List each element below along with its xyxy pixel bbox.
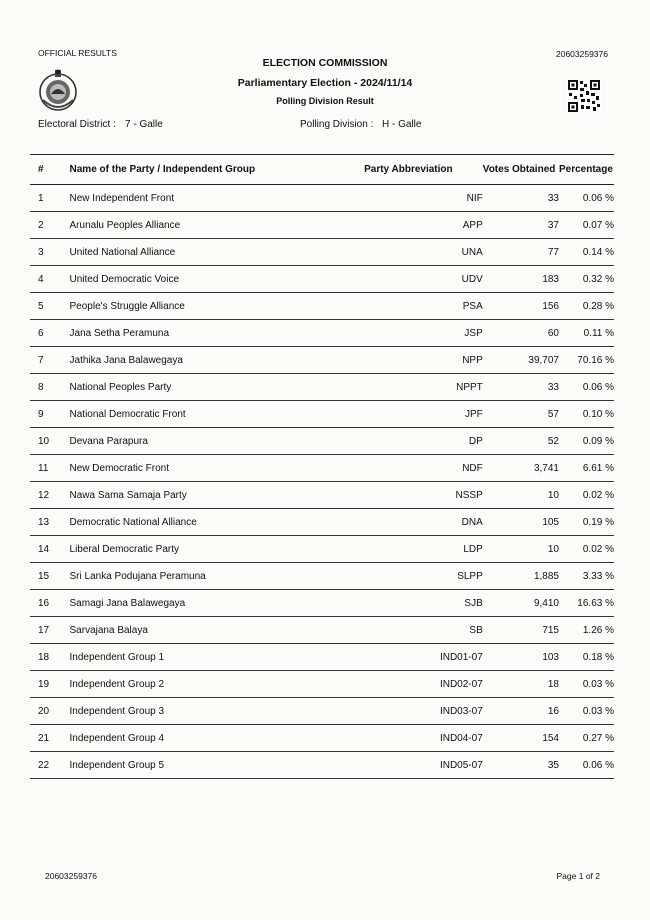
party-abbreviation: APP (364, 212, 483, 239)
party-abbreviation: UDV (364, 266, 483, 293)
doc-number-top: 20603259376 (555, 49, 608, 59)
votes-obtained: 35 (483, 752, 559, 779)
party-abbreviation: JSP (364, 320, 483, 347)
table-row (30, 185, 614, 212)
votes-obtained: 18 (483, 671, 559, 698)
party-abbreviation: IND01-07 (364, 644, 483, 671)
row-number: 22 (30, 752, 70, 779)
row-number: 20 (30, 698, 70, 725)
table-row (30, 509, 614, 536)
percentage: 0.03 % (559, 671, 614, 698)
table-row (30, 239, 614, 266)
party-name: Liberal Democratic Party (70, 536, 365, 563)
row-number: 12 (30, 482, 70, 509)
percentage: 3.33 % (559, 563, 614, 590)
votes-obtained: 103 (483, 644, 559, 671)
percentage: 1.26 % (559, 617, 614, 644)
row-number: 7 (30, 347, 70, 374)
party-name: United National Alliance (70, 239, 365, 266)
party-abbreviation: IND03-07 (364, 698, 483, 725)
votes-obtained: 39,707 (483, 347, 559, 374)
party-abbreviation: SB (364, 617, 483, 644)
party-name: Devana Parapura (70, 428, 365, 455)
party-name: Nawa Sama Samaja Party (70, 482, 365, 509)
votes-obtained: 715 (483, 617, 559, 644)
percentage: 0.06 % (559, 374, 614, 401)
table-row (30, 590, 614, 617)
party-name: Independent Group 3 (70, 698, 365, 725)
party-name: Sri Lanka Podujana Peramuna (70, 563, 365, 590)
votes-obtained: 52 (483, 428, 559, 455)
division-label: Polling Division : (300, 119, 374, 130)
row-number: 13 (30, 509, 70, 536)
votes-obtained: 3,741 (483, 455, 559, 482)
row-number: 15 (30, 563, 70, 590)
col-header-name: Name of the Party / Independent Group (70, 155, 365, 185)
result-type: Polling Division Result (276, 96, 374, 106)
commission-title: ELECTION COMMISSION (262, 57, 388, 69)
party-abbreviation: SLPP (364, 563, 483, 590)
col-header-percentage: Percentage (559, 155, 614, 185)
table-row (30, 374, 614, 401)
percentage: 0.06 % (559, 185, 614, 212)
table-row (30, 644, 614, 671)
party-name: United Democratic Voice (70, 266, 365, 293)
table-row (30, 725, 614, 752)
election-title: Parliamentary Election - 2024/11/14 (237, 77, 413, 89)
row-number: 5 (30, 293, 70, 320)
table-header-row (30, 155, 614, 185)
party-abbreviation: NIF (364, 185, 483, 212)
votes-obtained: 57 (483, 401, 559, 428)
percentage: 0.18 % (559, 644, 614, 671)
row-number: 14 (30, 536, 70, 563)
table-row (30, 320, 614, 347)
col-header-abbreviation: Party Abbreviation (364, 155, 483, 185)
party-abbreviation: SJB (364, 590, 483, 617)
party-name: Jana Setha Peramuna (70, 320, 365, 347)
percentage: 0.32 % (559, 266, 614, 293)
row-number: 19 (30, 671, 70, 698)
party-name: People's Struggle Alliance (70, 293, 365, 320)
party-abbreviation: UNA (364, 239, 483, 266)
table-row (30, 752, 614, 779)
party-name: Independent Group 4 (70, 725, 365, 752)
col-header-votes: Votes Obtained (483, 155, 559, 185)
government-seal-icon (37, 68, 79, 112)
votes-obtained: 60 (483, 320, 559, 347)
doc-number-bottom: 20603259376 (45, 871, 98, 881)
party-name: Jathika Jana Balawegaya (70, 347, 365, 374)
row-number: 11 (30, 455, 70, 482)
table-row (30, 212, 614, 239)
party-name: New Democratic Front (70, 455, 365, 482)
table-row (30, 266, 614, 293)
party-abbreviation: DNA (364, 509, 483, 536)
party-abbreviation: IND02-07 (364, 671, 483, 698)
percentage: 0.27 % (559, 725, 614, 752)
results-table (30, 154, 614, 779)
party-name: New Independent Front (70, 185, 365, 212)
votes-obtained: 10 (483, 482, 559, 509)
percentage: 0.02 % (559, 482, 614, 509)
party-name: National Democratic Front (70, 401, 365, 428)
row-number: 10 (30, 428, 70, 455)
party-abbreviation: PSA (364, 293, 483, 320)
votes-obtained: 37 (483, 212, 559, 239)
page-number: Page 1 of 2 (556, 871, 600, 881)
party-abbreviation: NDF (364, 455, 483, 482)
row-number: 2 (30, 212, 70, 239)
table-row (30, 536, 614, 563)
party-name: Democratic National Alliance (70, 509, 365, 536)
votes-obtained: 33 (483, 185, 559, 212)
col-header-number: # (30, 155, 70, 185)
table-row (30, 671, 614, 698)
party-abbreviation: NPPT (364, 374, 483, 401)
party-name: Arunalu Peoples Alliance (70, 212, 365, 239)
percentage: 0.06 % (559, 752, 614, 779)
votes-obtained: 33 (483, 374, 559, 401)
party-name: Samagi Jana Balawegaya (70, 590, 365, 617)
party-name: Independent Group 5 (70, 752, 365, 779)
votes-obtained: 16 (483, 698, 559, 725)
votes-obtained: 183 (483, 266, 559, 293)
table-row (30, 401, 614, 428)
votes-obtained: 154 (483, 725, 559, 752)
table-row (30, 347, 614, 374)
party-abbreviation: IND05-07 (364, 752, 483, 779)
votes-obtained: 1,885 (483, 563, 559, 590)
party-abbreviation: NSSP (364, 482, 483, 509)
division-value: H - Galle (382, 119, 422, 130)
table-row (30, 293, 614, 320)
party-name: Independent Group 1 (70, 644, 365, 671)
percentage: 0.10 % (559, 401, 614, 428)
table-row (30, 617, 614, 644)
party-abbreviation: JPF (364, 401, 483, 428)
table-row (30, 563, 614, 590)
percentage: 6.61 % (559, 455, 614, 482)
party-abbreviation: LDP (364, 536, 483, 563)
percentage: 0.19 % (559, 509, 614, 536)
qr-code-icon (567, 79, 601, 113)
row-number: 21 (30, 725, 70, 752)
percentage: 0.28 % (559, 293, 614, 320)
row-number: 8 (30, 374, 70, 401)
percentage: 0.03 % (559, 698, 614, 725)
row-number: 4 (30, 266, 70, 293)
district-value: 7 - Galle (125, 119, 163, 130)
party-abbreviation: DP (364, 428, 483, 455)
votes-obtained: 10 (483, 536, 559, 563)
row-number: 9 (30, 401, 70, 428)
votes-obtained: 156 (483, 293, 559, 320)
table-row (30, 482, 614, 509)
row-number: 6 (30, 320, 70, 347)
percentage: 16.63 % (559, 590, 614, 617)
party-abbreviation: NPP (364, 347, 483, 374)
table-row (30, 455, 614, 482)
party-name: Independent Group 2 (70, 671, 365, 698)
party-abbreviation: IND04-07 (364, 725, 483, 752)
row-number: 16 (30, 590, 70, 617)
percentage: 0.07 % (559, 212, 614, 239)
row-number: 1 (30, 185, 70, 212)
row-number: 17 (30, 617, 70, 644)
party-name: National Peoples Party (70, 374, 365, 401)
votes-obtained: 77 (483, 239, 559, 266)
table-row (30, 698, 614, 725)
percentage: 0.02 % (559, 536, 614, 563)
percentage: 70.16 % (559, 347, 614, 374)
row-number: 3 (30, 239, 70, 266)
party-name: Sarvajana Balaya (70, 617, 365, 644)
votes-obtained: 9,410 (483, 590, 559, 617)
votes-obtained: 105 (483, 509, 559, 536)
percentage: 0.11 % (559, 320, 614, 347)
official-results-label: OFFICIAL RESULTS (38, 48, 117, 58)
percentage: 0.14 % (559, 239, 614, 266)
table-row (30, 428, 614, 455)
percentage: 0.09 % (559, 428, 614, 455)
row-number: 18 (30, 644, 70, 671)
district-label: Electoral District : (38, 119, 116, 130)
